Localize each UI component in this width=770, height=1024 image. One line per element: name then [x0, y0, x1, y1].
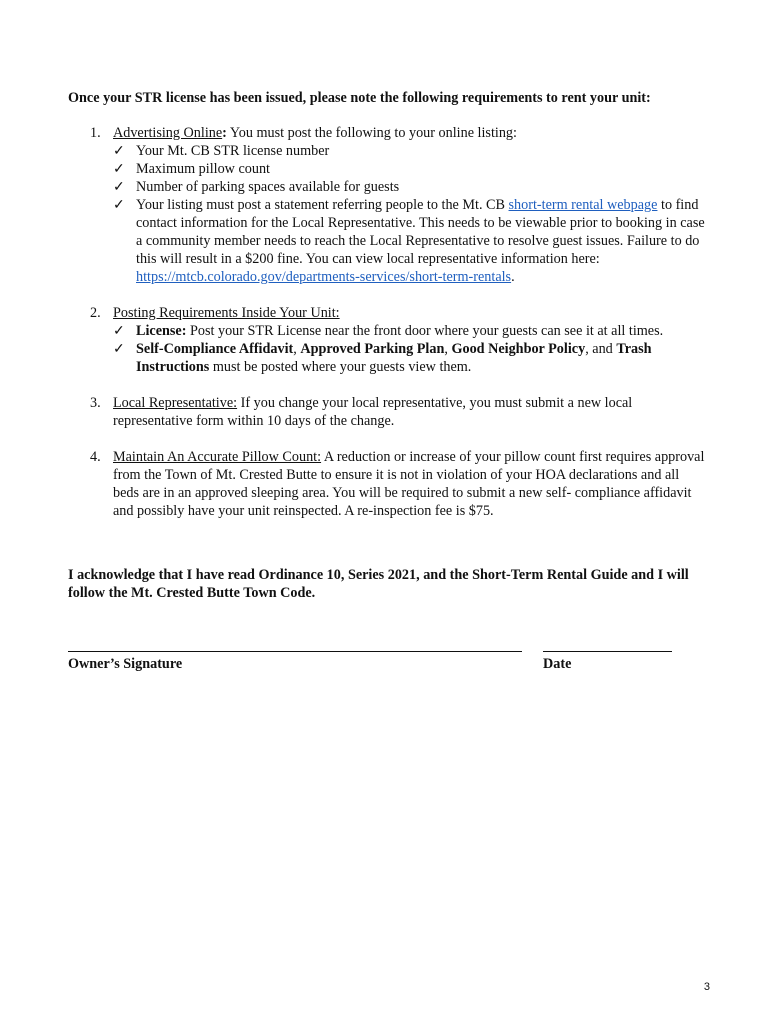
owner-signature-line[interactable]	[68, 651, 522, 652]
checkmark-icon: ✓	[113, 143, 125, 159]
item-title-colon: :	[222, 125, 227, 141]
item-title: Local Representative:	[113, 395, 238, 411]
checkmark-icon: ✓	[113, 161, 125, 177]
short-term-rental-webpage-link[interactable]: short-term rental webpage	[508, 197, 658, 213]
item-text: You must post the following to your online listing:	[226, 125, 517, 141]
date-signature-line[interactable]	[543, 651, 672, 652]
checklist-item	[113, 178, 708, 196]
checklist-item	[113, 160, 708, 178]
checkmark-icon: ✓	[113, 341, 125, 357]
checkmark-icon: ✓	[113, 323, 125, 339]
checklist	[113, 142, 708, 286]
checkmark-icon: ✓	[113, 197, 125, 213]
acknowledgement-statement: I acknowledge that I have read Ordinance 10, Series 2021, and the Short-Term Rental Guide and I will follow the Mt. Crested Butte Town Code.	[68, 567, 689, 601]
document-name: Good Neighbor Policy	[451, 341, 586, 357]
checklist-item-text: Your Mt. CB STR license number	[136, 143, 330, 159]
date-label: Date	[543, 656, 572, 672]
item-title: Maintain An Accurate Pillow Count:	[113, 449, 322, 465]
item-title: Posting Requirements Inside Your Unit:	[113, 305, 340, 321]
short-term-rentals-url-link[interactable]: https://mtcb.colorado.gov/departments-services/short-term-rentals	[136, 269, 512, 285]
owner-signature-label: Owner’s Signature	[68, 656, 183, 672]
checklist-item	[113, 322, 708, 340]
checklist-item-text: Number of parking spaces available for guests	[136, 179, 400, 195]
license-label: License:	[136, 323, 187, 339]
checklist-item-text: Post your STR License near the front door where your guests can see it at all times.	[186, 323, 664, 339]
requirement-advertising-online	[68, 124, 708, 286]
page-number: 3	[703, 981, 710, 993]
separator: ,	[444, 341, 452, 357]
requirement-posting-inside-unit	[68, 304, 708, 376]
requirement-pillow-count	[68, 448, 708, 520]
separator: , and	[585, 341, 617, 357]
item-text: If you change your local representative, you must submit a new local representative form within 10 days of the change.	[113, 395, 633, 429]
checklist-item-text: must be posted where your guests view them.	[209, 359, 472, 375]
item-text: A reduction or increase of your pillow count first requires approval from the Town of Mt. Crested Butte to ensure it is not in violation of your HOA declarations and all beds are in an approved sleeping area. You will be required to submit a new self- compliance affidavit and possibly have your unit reinspected. A re-inspection fee is $75.	[113, 449, 705, 519]
checklist-item	[113, 340, 708, 376]
item-number: 2.	[90, 305, 101, 321]
item-number: 4.	[90, 449, 101, 465]
requirements-heading: Once your STR license has been issued, please note the following requirements to rent your unit:	[68, 90, 651, 106]
item-number: 3.	[90, 395, 101, 411]
checklist-item-text: Maximum pillow count	[136, 161, 270, 177]
checklist-item-text: Your listing must post a statement referring people to the Mt. CB	[136, 197, 509, 213]
separator: ,	[293, 341, 301, 357]
checklist-item-text: to find contact information for the Local Representative. This needs to be viewable prior to booking in case a community member needs to reach the Local Representative to resolve guest issues. Failure to do this will result in a $200 fine. You can view local representative information here:	[136, 197, 705, 267]
document-name: Trash Instructions	[136, 341, 652, 375]
checklist-item	[113, 142, 708, 160]
document-name: Self-Compliance Affidavit	[136, 341, 294, 357]
item-title: Advertising Online	[113, 125, 223, 141]
checkmark-icon: ✓	[113, 179, 125, 195]
checklist-item	[113, 196, 708, 286]
item-number: 1.	[90, 125, 101, 141]
requirement-local-representative	[68, 394, 708, 430]
sentence-end: .	[511, 269, 515, 285]
requirements-list	[68, 124, 708, 520]
checklist	[113, 322, 708, 376]
document-name: Approved Parking Plan	[300, 341, 445, 357]
